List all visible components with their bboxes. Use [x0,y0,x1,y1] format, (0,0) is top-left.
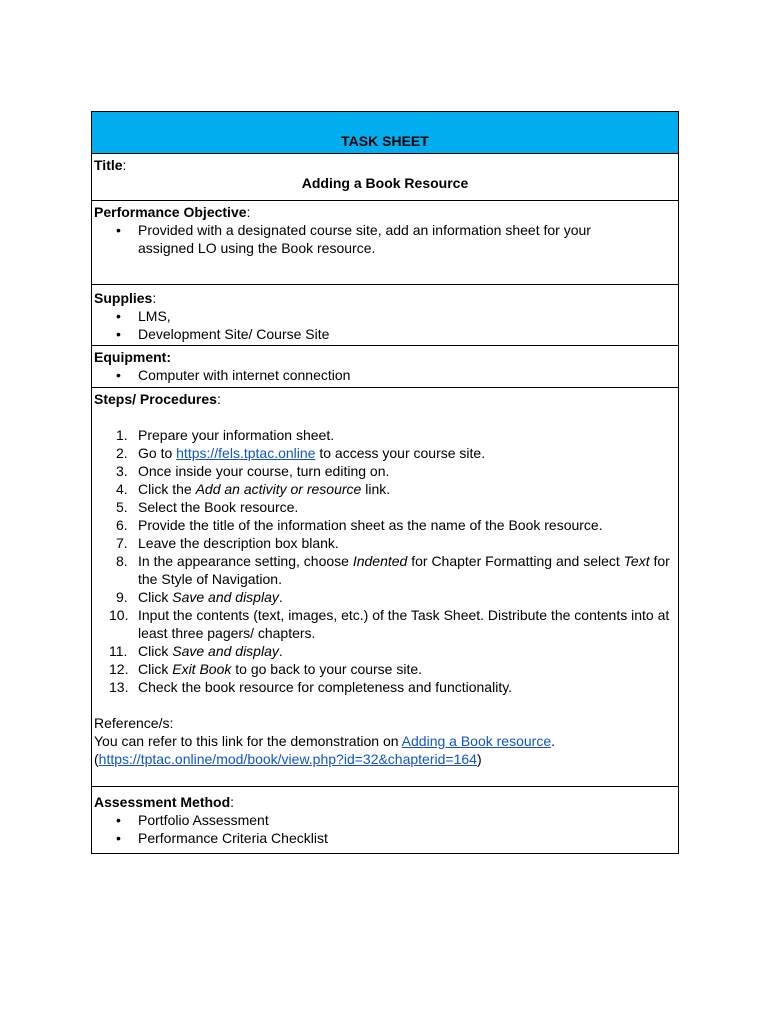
step-number: 6. [116,517,128,533]
step-number: 9. [116,589,128,605]
step-text: Check the book resource for completeness and functionality. [138,679,513,695]
step-text: to access your course site. [315,445,486,461]
reference-pre: You can refer to this link for the demonstration on [94,733,402,749]
objective-label: Performance Objective [94,204,247,220]
supplies-section: Supplies: • LMS, • Development Site/ Course Site [92,285,678,346]
steps-section: Steps/ Procedures: 1. Prepare your information sheet. 2. Go to https://fels.tptac.online to access your course site. 3. Once inside your course, turn editing on. 4. Click the Add an activity or resource link. 5. Select the Book resource. 6. Provide the title of the information sheet as the name of the Book resource. 7. Leave the description box blank. 8. In the appearance setting, choose Indented for Chapter Formatting and select Text for the Style of Navigation. 9. Click Save and display. 10. Input the contents (text, images, etc.) of the Task Sheet. Distribute the contents into at least three pagers/ chapters. 11. Click Save and display. 12. Click Exit Book to go back to your course site. 13. Check the book resource for completeness and functionality. Reference/s: You can refer to this link for the demonstration on Adding a Book resource. (https://tptac.online/mod/book/view.php?id=32&chapterid=164) [92,388,678,787]
step-text: Click [138,661,173,677]
assessment-section: Assessment Method: • Portfolio Assessment • Performance Criteria Checklist [92,787,678,853]
step-text: Once inside your course, turn editing on. [138,463,390,479]
supplies-label: Supplies [94,290,153,306]
step-number: 13. [109,679,129,695]
objective-item: • Provided with a designated course site, add an information sheet for your assigned LO using the Book resource. [94,221,676,257]
step-number: 5. [116,499,128,515]
task-sheet-title: TASK SHEET [341,133,429,149]
reference-url-line [94,750,676,768]
step-text: to go back to your course site. [231,661,423,677]
step-number: 1. [116,427,128,443]
objective-section: Performance Objective: • Provided with a designated course site, add an information sheet for your assigned LO using the Book resource. [92,201,678,285]
step-text: link. [361,481,391,497]
task-sheet-header [92,112,678,154]
step-number: 3. [116,463,128,479]
step-item [94,498,676,516]
step-text: for Chapter Formatting and select [407,553,624,569]
step-item [94,462,676,480]
step-text: . [278,589,283,605]
step-item [94,534,676,552]
step-text: Input the contents (text, images, etc.) of the Task Sheet. Distribute the contents into at least three pagers/ chapters. [138,607,670,641]
reference-post: . [551,733,555,749]
step-item [94,642,676,660]
step-text: Click [138,589,173,605]
step-item [94,516,676,534]
step-text: for the Style of Navigation. [138,553,670,587]
step-emphasis: Text [623,553,650,569]
reference-url-link[interactable]: https://tptac.online/mod/book/view.php?id=32&chapterid=164 [98,751,477,767]
equipment-section [92,346,678,388]
step-text: In the appearance setting, choose [138,553,353,569]
step-emphasis: Add an activity or resource [195,481,362,497]
step-number: 2. [116,445,128,461]
book-resource-link[interactable]: Adding a Book resource [401,733,552,749]
supplies-item: • Development Site/ Course Site [94,325,676,343]
step-text: Select the Book resource. [138,499,299,515]
reference-close-paren: ) [476,751,482,767]
step-emphasis: Exit Book [172,661,232,677]
step-text: Leave the description box blank. [138,535,339,551]
step-item [94,678,676,696]
step-text: Provide the title of the information sheet as the name of the Book resource. [138,517,603,533]
step-emphasis: Save and display [172,589,279,605]
step-text: Prepare your information sheet. [138,427,335,443]
step-item [94,588,676,606]
equipment-item: • Computer with internet connection [94,366,676,384]
step-text: Go to [138,445,177,461]
step-emphasis: Save and display [172,643,279,659]
steps-label: Steps/ Procedures [94,391,217,407]
step-number: 7. [116,535,128,551]
title-value: Adding a Book Resource [301,175,469,191]
assessment-label: Assessment Method [94,794,231,810]
task-sheet-table [91,111,679,854]
step-number: 11. [109,643,128,659]
step-number: 10. [109,607,129,623]
step-number: 8. [116,553,128,569]
step-text: Click [138,643,173,659]
step-number: 4. [116,481,128,497]
reference-open-paren: ( [94,751,99,767]
step-item [94,444,676,462]
supplies-item: • LMS, [94,307,676,325]
course-site-link[interactable]: https://fels.tptac.online [176,445,316,461]
step-item [94,480,676,498]
step-item [94,660,676,678]
title-label: Title [94,157,123,173]
step-text: . [278,643,283,659]
title-section: Title: Adding a Book Resource [92,154,678,201]
step-item [94,552,676,588]
step-number: 12. [109,661,129,677]
step-item [94,606,676,642]
assessment-item: • Portfolio Assessment [94,811,676,829]
equipment-label: Equipment: [94,349,171,365]
step-emphasis: Indented [352,553,408,569]
assessment-item: • Performance Criteria Checklist [94,829,676,847]
reference-text [94,732,676,750]
step-text: Click the [138,481,196,497]
reference-label: Reference/s: [94,715,174,731]
step-item [94,426,676,444]
